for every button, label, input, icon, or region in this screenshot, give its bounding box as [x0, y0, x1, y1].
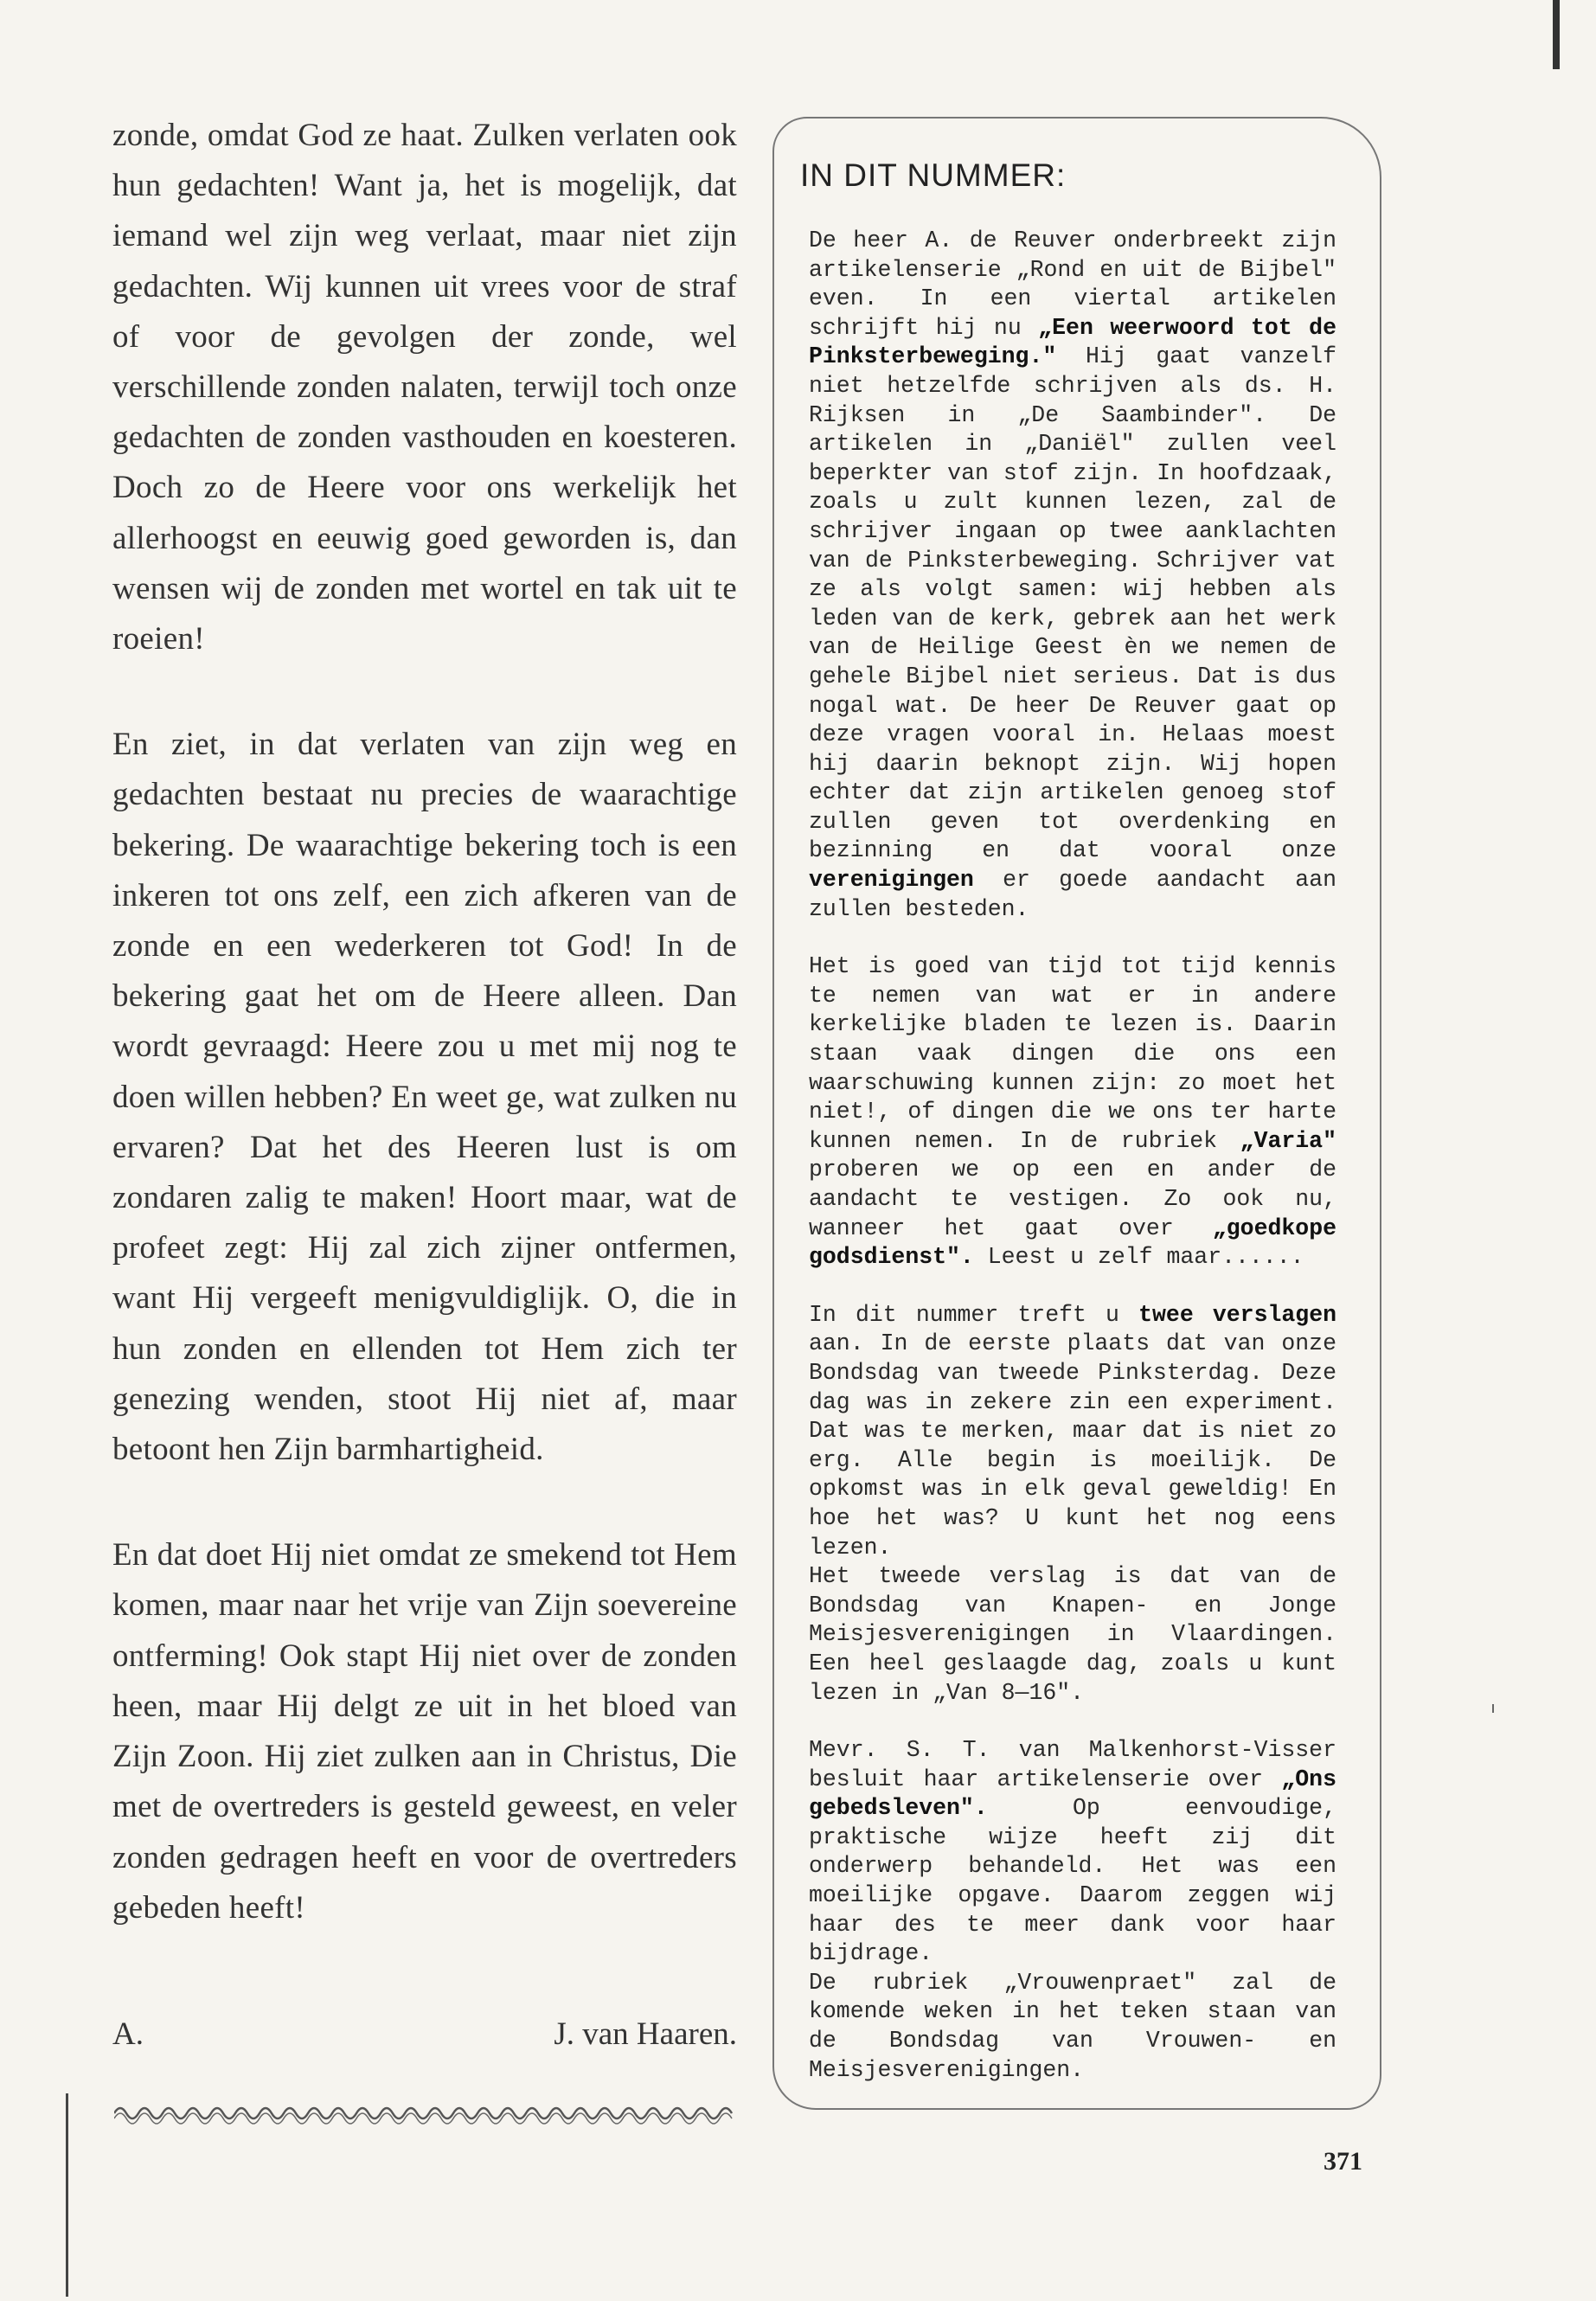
author-signature [112, 2016, 737, 2053]
bold-verenigingen: verenigingen [809, 867, 974, 894]
signature-name: J. van Haaren. [554, 2016, 737, 2052]
article-column [112, 111, 737, 1989]
bold-goedkope-godsdienst: „goedkope godsdienst". [809, 1215, 1336, 1271]
article-paragraph-3: En dat doet Hij niet omdat ze smekend tot Hem komen, maar naar het vrije van Zijn soevereine ontferming! Ook stapt Hij niet over de zonden heen, maar Hij delgt ze uit in het bloed van Zijn Zoon. Hij ziet zulken aan in Christus, Die met de overtreders is gesteld geweest, en veler zonden gedragen heeft en voor de overtreders gebeden heeft! [112, 1537, 737, 1926]
signature-initial: A. [112, 2016, 144, 2052]
sidebar-content [809, 227, 1336, 2113]
wave-ornament-icon [114, 2100, 737, 2126]
sidebar-paragraph-6: De rubriek „Vrouwenpraet" zal de komende weken in het teken staan van de Bondsdag van Vrouwen- en Meisjesverenigingen. [809, 1969, 1336, 2083]
page-number: 371 [1324, 2147, 1362, 2176]
sidebar-title: IN DIT NUMMER: [800, 157, 1067, 193]
scan-speck [1492, 1704, 1494, 1713]
scan-corner-mark [1553, 0, 1560, 69]
bold-ons-gebedsleven: „Ons gebedsleven". [809, 1766, 1336, 1822]
article-paragraph-1: zonde, omdat God ze haat. Zulken verlaten ook hun gedachten! Want ja, het is mogelijk, dat iemand wel zijn weg verlaat, maar niet zijn gedachten. Wij kunnen uit vrees voor de straf of voor de gevolgen der zonde, wel verschillende zonden nalaten, terwijl toch onze gedachten de zonden vasthouden en koesteren. Doch zo de Heere voor ons werkelijk het allerhoogst en eeuwig goed geworden is, dan wensen wij de zonden met wortel en tak uit te roeien! [112, 118, 737, 657]
scan-margin-line [66, 2093, 68, 2297]
sidebar-paragraph-1: De heer A. de Reuver onderbreekt zijn artikelenserie „Rond en uit de Bijbel" even. In een viertal artikelen schrijft hij nu „Een weerwoord tot de Pinksterbeweging." Hij gaat vanzelf niet hetzelfde schrijven als ds. H. Rijksen in „De Saambinder". De artikelen in „Daniël" zullen veel beperkter van stof zijn. In hoofdzaak, zoals u zult kunnen lezen, zal de schrijver ingaan op twee aanklachten van de Pinksterbeweging. Schrijver vat ze als volgt samen: wij hebben als leden van de kerk, gebrek aan het werk van de Heilige Geest èn we nemen de gehele Bijbel niet serieus. Dat is dus nogal wat. De heer De Reuver gaat op deze vragen vooral in. Helaas moest hij daarin beknopt zijn. Wij hopen echter dat zijn artikelen genoeg stof zullen geven tot overdenking en bezinning en dat vooral onze verenigingen er goede aandacht aan zullen besteden. [809, 228, 1336, 922]
bold-varia: „Varia" [1240, 1127, 1336, 1154]
sidebar-paragraph-4: Het tweede verslag is dat van de Bondsdag van Knapen- en Jonge Meisjesverenigingen in Vlaardingen. Een heel geslaagde dag, zoals u kunt lezen in „Van 8—16". [809, 1563, 1336, 1706]
bold-twee-verslagen: twee verslagen [1138, 1301, 1336, 1328]
sidebar-paragraph-2: Het is goed van tijd tot tijd kennis te nemen van wat er in andere kerkelijke bladen te lezen is. Daarin staan vaak dingen die ons een waarschuwing kunnen zijn: zo moet het niet!, of dingen die we ons ter harte kunnen nemen. In de rubriek „Varia" proberen we op een en ander de aandacht te vestigen. Zo ook nu, wanneer het gaat over „goedkope godsdienst". Leest u zelf maar...... [809, 953, 1336, 1271]
decorative-border-ornament [114, 2100, 737, 2126]
sidebar-paragraph-3: In dit nummer treft u twee verslagen aan. In de eerste plaats dat van onze Bondsdag van tweede Pinksterdag. Deze dag was in zekere zin een experiment. Dat was te merken, maar dat is niet zo erg. Alle begin is moeilijk. De opkomst was in elk geval geweldig! En hoe het was? U kunt het nog eens lezen. [809, 1301, 1336, 1561]
sidebar-paragraph-5: Mevr. S. T. van Malkenhorst-Visser besluit haar artikelenserie over „Ons gebedsleven". Op eenvoudige, praktische wijze heeft zij dit onderwerp behandeld. Het was een moeilijke opgave. Daarom zeggen wij haar des te meer dank voor haar bijdrage. [809, 1737, 1336, 1967]
bold-title-pinksterbeweging: „Een weerwoord tot de Pinksterbeweging." [809, 314, 1336, 370]
article-paragraph-2: En ziet, in dat verlaten van zijn weg en gedachten bestaat nu precies de waarachtige bekering. De waarachtige bekering toch is een inkeren tot ons zelf, een zich afkeren van de zonde en een wederkeren tot God! In de bekering gaat het om de Heere alleen. Dan wordt gevraagd: Heere zou u met mij nog te doen willen hebben? En weet ge, wat zulken nu ervaren? Dat het des Heeren lust is om zondaren zalig te maken! Hoort maar, wat de profeet zegt: Hij zal zich zijner ontfermen, want Hij vergeeft menigvuldiglijk. O, die in hun zonden en ellenden tot Hem zich ter genezing wenden, stoot Hij niet af, maar betoont hen Zijn barmhartigheid. [112, 727, 737, 1468]
